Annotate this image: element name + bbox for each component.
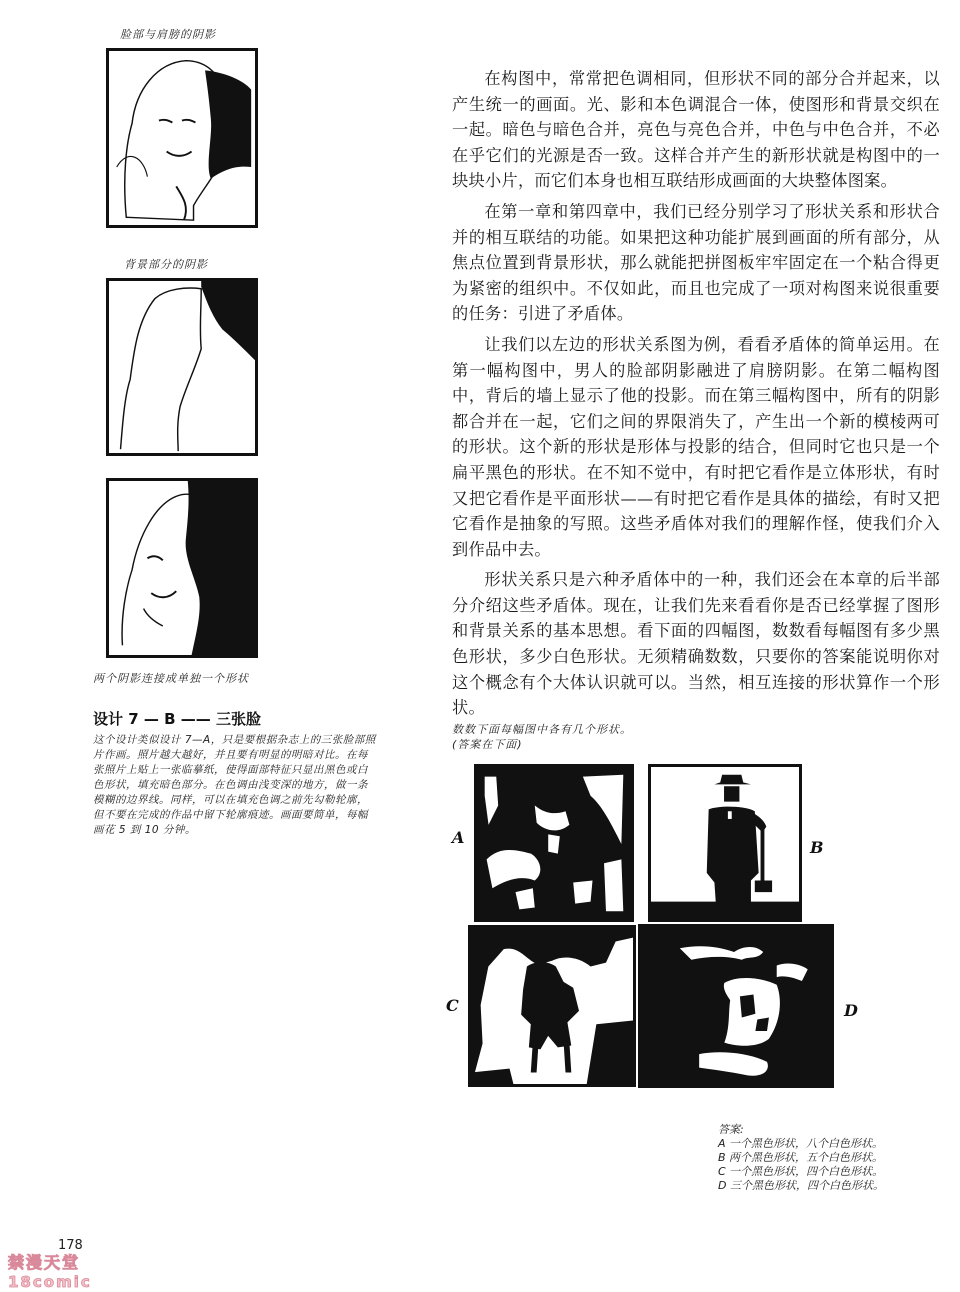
- caption-face-shoulder-shadow: 脸部与肩膀的阴影: [120, 28, 216, 41]
- sketch-face-shoulder-shadow: [106, 48, 258, 228]
- main-text: [452, 66, 940, 726]
- caption-background-shadow: 背景部分的阴影: [124, 258, 208, 271]
- caption-merged-shadow: 两个阴影连接成单独一个形状: [93, 672, 249, 685]
- label-b: B: [810, 838, 824, 857]
- paragraph-2: 在第一章和第四章中，我们已经分别学习了形状关系和形状合并的相互联结的功能。如果把这种功能扩展到画面的所有部分，从焦点位置到背景形状，那么就能把拼图板牢牢固定在一个粘合得更为紧密的组织中。不仅如此，而且也完成了一项对构图来说很重要的任务：引进了矛盾体。: [452, 201, 940, 324]
- exercise-image-d: [638, 924, 834, 1088]
- paragraph-4: 形状关系只是六种矛盾体中的一种，我们还会在本章的后半部分介绍这些矛盾体。现在，让我们先来看看你是否已经掌握了图形和背景关系的基本思想。看下面的四幅图，数数看每幅图有多少黑色形状，多少白色形状。无须精确数数，只要你的答案能说明你对这个概念有个大体认识就可以。当然，相互连接的形状算作一个形状。: [452, 570, 940, 718]
- exercise-image-a: [474, 764, 634, 922]
- exercise-caption-line-1: 数数下面每幅图中各有几个形状。: [452, 723, 632, 736]
- label-a: A: [452, 828, 465, 847]
- answer-a: A 一个黑色形状，八个白色形状。: [718, 1137, 884, 1150]
- design-description: 这个设计类似设计 7—A，只是要根据杂志上的三张脸部照片作画。照片越大越好，并且要有明显的明暗对比。在每张照片上贴上一张临摹纸，使得面部特征只显出黑色或白色形状，填充暗色部分。在色调由浅变深的地方，做一条模糊的边界线。同样，可以在填充色调之前先勾勒轮廓，但不要在完成的作品中留下轮廓痕迹。画面要简单，每幅画花 5 到 10 分钟。: [93, 734, 376, 836]
- answers-title: 答案:: [718, 1123, 744, 1136]
- answer-c: C 一个黑色形状，四个白色形状。: [718, 1165, 884, 1178]
- exercise-image-b: [648, 764, 802, 922]
- watermark-line-1: 禁漫天堂: [8, 1253, 81, 1272]
- page-number: 178: [58, 1238, 83, 1253]
- paragraph-3: 让我们以左边的形状关系图为例，看看矛盾体的简单运用。在第一幅构图中，男人的脸部阴影融进了肩膀阴影。在第二幅构图中，背后的墙上显示了他的投影。而在第三幅构图中，所有的阴影都合并在一起，它们之间的界限消失了，产生出一个新的模棱两可的形状。这个新的形状是形体与投影的结合，但同时它也只是一个扁平黑色的形状。在不知不觉中，有时把它看作是立体形状，有时又把它看作是平面形状——有时把它看作是具体的描绘，有时又把它看作是抽象的写照。这些矛盾体对我们的理解作怪，使我们介入到作品中去。: [452, 334, 940, 559]
- watermark-logo: [8, 1250, 118, 1292]
- exercise-image-c: [468, 925, 636, 1087]
- watermark-line-2: 18comic: [8, 1273, 92, 1291]
- exercise-caption-line-2: (答案在下面): [452, 738, 523, 751]
- answers: [718, 1123, 884, 1193]
- label-c: C: [446, 996, 459, 1015]
- answer-b: B 两个黑色形状，五个白色形状。: [718, 1151, 884, 1164]
- answer-d: D 三个黑色形状，四个白色形状。: [718, 1179, 884, 1192]
- sketch-background-shadow: [106, 278, 258, 456]
- paragraph-1: 在构图中，常常把色调相同，但形状不同的部分合并起来，以产生统一的画面。光、影和本色调混合一体，使图形和背景交织在一起。暗色与暗色合并，亮色与亮色合并，中色与中色合并，不必在乎它们的光源是否一致。这样合并产生的新形状就是构图中的一块块小片，而它们本身也相互联结形成画面的大块整体图案。: [452, 69, 940, 191]
- label-d: D: [844, 1001, 858, 1020]
- sketch-merged-shadow: [106, 478, 258, 658]
- exercise-caption: [452, 722, 632, 752]
- design-title: 设计 7 — B —— 三张脸: [93, 710, 261, 728]
